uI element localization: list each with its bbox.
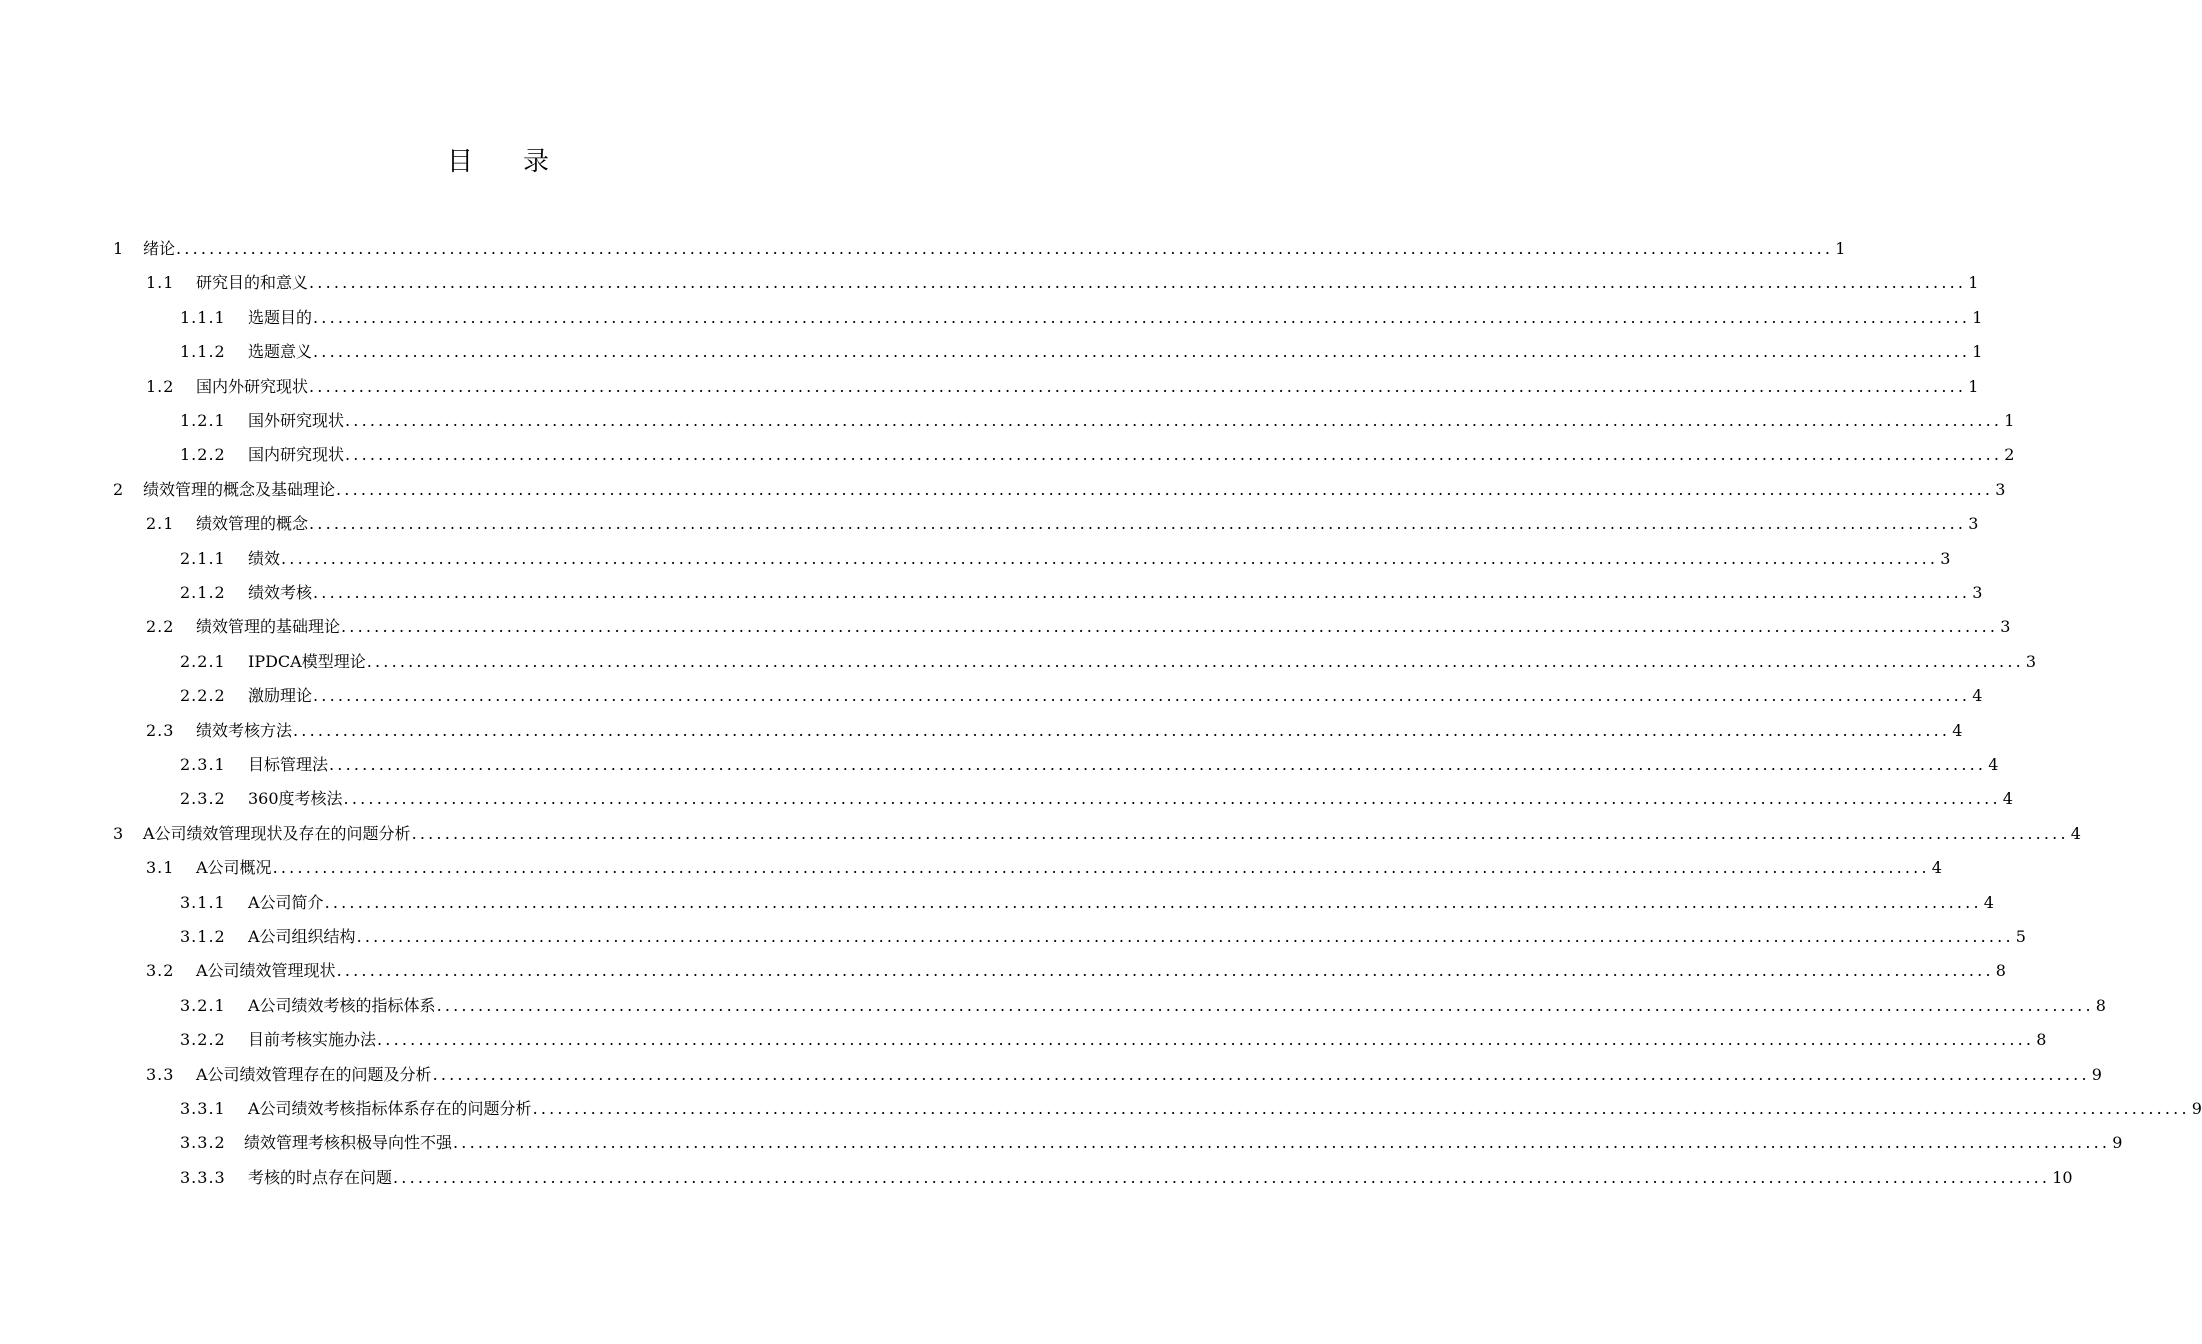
- toc-entry[interactable]: [180, 782, 2013, 816]
- toc-entry-page-number: 4: [1988, 755, 1999, 774]
- toc-dot-leader: ........................................................................................................................................................................................................: [453, 1133, 2111, 1153]
- toc-entry-number: 1.1: [146, 273, 175, 293]
- toc-entry-title: 国内外研究现状: [196, 376, 309, 396]
- toc-entry[interactable]: [113, 817, 2081, 851]
- toc-entry-page-number: 3: [1995, 479, 2006, 499]
- toc-dot-leader: ........................................................................................................................................................................................................: [336, 961, 1994, 981]
- toc-entry[interactable]: [146, 851, 1942, 885]
- toc-entry-page-number: 1: [1972, 342, 1983, 362]
- toc-entry-title: 绩效管理的基础理论: [196, 617, 341, 637]
- toc-dot-leader: ........................................................................................................................................................................................................: [281, 548, 1939, 568]
- toc-dot-leader: ........................................................................................................................................................................................................: [329, 755, 1987, 774]
- toc-entry-title: 绩效考核方法: [196, 720, 293, 740]
- toc-dot-leader: ........................................................................................................................................................................................................: [309, 273, 1967, 293]
- toc-entry-number: 2.3.2: [180, 789, 226, 809]
- toc-entry-page-number: 4: [2070, 823, 2081, 843]
- toc-entry-page-number: 8: [2036, 1030, 2047, 1050]
- toc-entry-page-number: 1: [1968, 376, 1979, 396]
- toc-dot-leader: ........................................................................................................................................................................................................: [377, 1030, 2035, 1050]
- toc-entry-number: 3.2.1: [180, 995, 226, 1015]
- toc-entry-title: IPDCA模型理论: [248, 651, 366, 671]
- toc-dot-leader: ........................................................................................................................................................................................................: [343, 789, 2001, 809]
- toc-entry-number: 3.3: [146, 1064, 175, 1084]
- toc-entry[interactable]: [180, 335, 1983, 369]
- toc-entry[interactable]: [180, 748, 1999, 782]
- toc-dot-leader: ........................................................................................................................................................................................................: [336, 479, 1994, 499]
- toc-entry-page-number: 9: [2112, 1133, 2123, 1153]
- toc-entry[interactable]: [180, 989, 2106, 1023]
- toc-entry[interactable]: [146, 370, 1979, 404]
- toc-entry-title: 绩效考核: [248, 583, 313, 602]
- toc-dot-leader: ........................................................................................................................................................................................................: [313, 686, 1971, 706]
- toc-entry-title: 激励理论: [248, 686, 313, 706]
- toc-dot-leader: ........................................................................................................................................................................................................: [436, 995, 2094, 1015]
- toc-entry[interactable]: [180, 301, 1983, 335]
- toc-entry-number: 1.1.2: [180, 342, 226, 362]
- toc-entry-title: 绪论: [143, 239, 176, 258]
- toc-entry-number: 3: [113, 823, 125, 843]
- toc-entry[interactable]: [180, 679, 1983, 713]
- toc-entry-title: 目标管理法: [248, 755, 329, 774]
- page-title: 目录: [446, 147, 599, 177]
- toc-entry-page-number: 4: [1952, 720, 1963, 740]
- toc-entry-number: 3.2: [146, 961, 175, 981]
- toc-entry-number: 1.1.1: [180, 307, 226, 327]
- toc-dot-leader: ........................................................................................................................................................................................................: [411, 823, 2069, 843]
- toc-entry-number: 2.3: [146, 720, 175, 740]
- toc-entry-title: 研究目的和意义: [196, 273, 309, 293]
- toc-entry-title: A公司简介: [248, 892, 324, 912]
- toc-entry[interactable]: [113, 473, 2006, 507]
- toc-entry-title: A公司绩效管理存在的问题及分析: [196, 1064, 432, 1084]
- toc-dot-leader: ........................................................................................................................................................................................................: [324, 892, 1982, 912]
- toc-entry-page-number: 1: [1968, 273, 1979, 293]
- toc-entry-number: 2.2.1: [180, 651, 226, 671]
- toc-dot-leader: ........................................................................................................................................................................................................: [309, 514, 1967, 534]
- toc-entry-title: A公司绩效考核的指标体系: [248, 995, 436, 1015]
- toc-entry-number: 2.1.1: [180, 548, 226, 568]
- toc-entry-page-number: 1: [2004, 411, 2015, 430]
- toc-entry-number: 3.1: [146, 858, 175, 878]
- toc-dot-leader: ........................................................................................................................................................................................................: [366, 651, 2024, 671]
- toc-entry-title: 绩效管理考核积极导向性不强: [244, 1133, 453, 1153]
- toc-entry-page-number: 3: [1972, 583, 1983, 602]
- toc-entry-number: 3.1.1: [180, 892, 226, 912]
- toc-entry-number: 2: [113, 479, 125, 499]
- toc-entry-page-number: 2: [2004, 445, 2015, 465]
- toc-entry[interactable]: [146, 610, 2011, 644]
- toc-entry-number: 2.2.2: [180, 686, 226, 706]
- toc-entry-title: 目前考核实施办法: [248, 1030, 377, 1050]
- toc-entry-page-number: 3: [1940, 548, 1951, 568]
- toc-entry-page-number: 1: [1835, 239, 1846, 258]
- toc-entry-page-number: 8: [1995, 961, 2006, 981]
- toc-entry-page-number: 4: [1983, 892, 1994, 912]
- toc-entry-title: A公司组织结构: [248, 927, 356, 946]
- toc-entry[interactable]: [146, 1058, 2102, 1092]
- toc-dot-leader: ........................................................................................................................................................................................................: [532, 1099, 2190, 1118]
- toc-dot-leader: ........................................................................................................................................................................................................: [313, 583, 1971, 602]
- toc-entry-title: 绩效管理的概念: [196, 514, 309, 534]
- toc-entry-number: 1.2: [146, 376, 175, 396]
- toc-entry-page-number: 10: [2052, 1167, 2073, 1187]
- toc-entry[interactable]: [113, 232, 1846, 266]
- toc-entry[interactable]: [146, 507, 1979, 541]
- toc-entry-title: 国内研究现状: [248, 445, 345, 465]
- toc-entry[interactable]: [180, 920, 2026, 954]
- toc-entry-title: 绩效: [248, 548, 281, 568]
- toc-dot-leader: ........................................................................................................................................................................................................: [176, 239, 1834, 258]
- toc-dot-leader: ........................................................................................................................................................................................................: [313, 307, 1971, 327]
- toc-entry-number: 3.3.2: [180, 1133, 226, 1153]
- toc-entry[interactable]: [180, 1092, 2202, 1126]
- toc-entry-page-number: 3: [2000, 617, 2011, 637]
- toc-entry[interactable]: [180, 576, 1983, 610]
- toc-entry-title: 选题意义: [248, 342, 313, 362]
- toc-entry-page-number: 3: [1968, 514, 1979, 534]
- toc-entry-title: A公司概况: [196, 858, 272, 878]
- toc-entry-number: 1.2.2: [180, 445, 226, 465]
- toc-entry-title: 360度考核法: [248, 789, 343, 809]
- toc-entry[interactable]: [146, 954, 2006, 988]
- toc-entry-number: 2.2: [146, 617, 175, 637]
- toc-dot-leader: ........................................................................................................................................................................................................: [313, 342, 1971, 362]
- toc-entry-number: 3.3.3: [180, 1167, 226, 1187]
- toc-entry-page-number: 9: [2091, 1064, 2102, 1084]
- toc-dot-leader: ........................................................................................................................................................................................................: [432, 1064, 2090, 1084]
- toc-dot-leader: ........................................................................................................................................................................................................: [356, 927, 2014, 946]
- toc-entry-page-number: 3: [2025, 651, 2037, 671]
- toc-entry-number: 3.1.2: [180, 927, 226, 946]
- toc-dot-leader: ........................................................................................................................................................................................................: [272, 858, 1930, 878]
- toc-entry-title: 考核的时点存在问题: [248, 1167, 393, 1187]
- toc-entry-number: 2.1: [146, 514, 175, 534]
- toc-entry[interactable]: [180, 438, 2015, 472]
- toc-dot-leader: ........................................................................................................................................................................................................: [345, 411, 2003, 430]
- toc-dot-leader: ........................................................................................................................................................................................................: [345, 445, 2003, 465]
- toc-entry-page-number: 5: [2015, 927, 2026, 946]
- toc-entry-title: A公司绩效管理现状: [196, 961, 336, 981]
- toc-entry-title: A公司绩效考核指标体系存在的问题分析: [248, 1099, 532, 1118]
- toc-entry[interactable]: [146, 266, 1979, 300]
- toc-entry-title: A公司绩效管理现状及存在的问题分析: [143, 823, 411, 843]
- toc-entry-page-number: 4: [2002, 789, 2013, 809]
- toc-entry[interactable]: [180, 1126, 2123, 1160]
- toc-entry[interactable]: [180, 645, 2037, 679]
- toc-entry-page-number: 9: [2191, 1099, 2202, 1118]
- toc-entry-number: 1: [113, 239, 125, 258]
- toc-entry-number: 2.1.2: [180, 583, 226, 602]
- toc-entry[interactable]: [146, 714, 1963, 748]
- toc-dot-leader: ........................................................................................................................................................................................................: [293, 720, 1951, 740]
- toc-entry[interactable]: [180, 1023, 2047, 1057]
- toc-entry-title: 选题目的: [248, 307, 313, 327]
- toc-entry-number: 3.2.2: [180, 1030, 226, 1050]
- toc-dot-leader: ........................................................................................................................................................................................................: [393, 1167, 2051, 1187]
- toc-entry[interactable]: [180, 404, 2015, 438]
- toc-entry-number: 1.2.1: [180, 411, 226, 430]
- toc-entry-page-number: 4: [1931, 858, 1942, 878]
- toc-entry-title: 绩效管理的概念及基础理论: [143, 479, 336, 499]
- toc-entry-number: 2.3.1: [180, 755, 226, 774]
- toc-entry[interactable]: [180, 542, 1951, 576]
- toc-entry-page-number: 4: [1972, 686, 1983, 706]
- toc-dot-leader: ........................................................................................................................................................................................................: [341, 617, 1999, 637]
- toc-entry-page-number: 8: [2095, 995, 2106, 1015]
- toc-entry-page-number: 1: [1972, 307, 1983, 327]
- toc-dot-leader: ........................................................................................................................................................................................................: [309, 376, 1967, 396]
- toc-entry[interactable]: [180, 886, 1994, 920]
- toc-entry[interactable]: [180, 1161, 2073, 1195]
- toc-entry-number: 3.3.1: [180, 1099, 226, 1118]
- toc-entry-title: 国外研究现状: [248, 411, 345, 430]
